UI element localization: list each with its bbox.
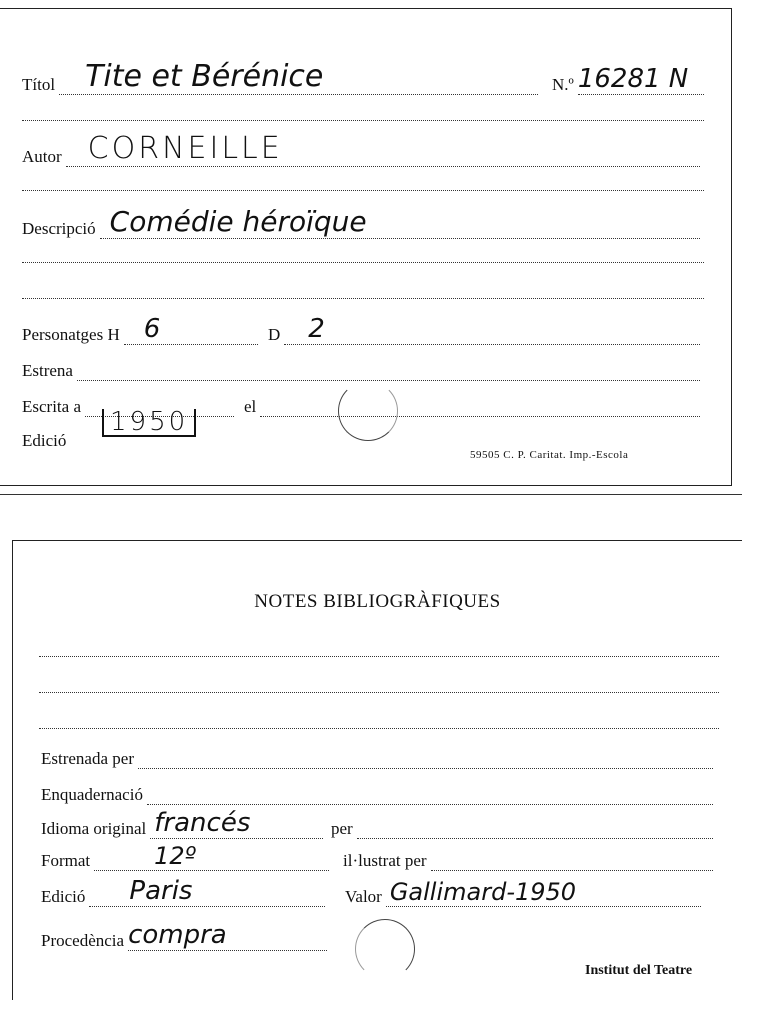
- estrena-field: [77, 352, 700, 381]
- valor-label: Valor: [345, 887, 382, 906]
- descripcio-value: Comédie héroïque: [109, 205, 367, 238]
- idioma-field: [150, 810, 323, 839]
- titol-label: Títol: [22, 75, 56, 94]
- autor-continuation-line: [22, 189, 704, 191]
- enquadernacio-field: [147, 776, 713, 805]
- descripcio-row: [22, 205, 704, 239]
- back-edicio-label: Edició: [41, 887, 86, 906]
- descripcio-line-2: [22, 261, 704, 263]
- el-row: [244, 387, 704, 417]
- valor-row: [345, 877, 705, 907]
- idioma-label: Idioma original: [41, 819, 147, 838]
- idioma-per-row: [331, 809, 717, 839]
- idioma-row: [41, 809, 327, 839]
- procedencia-label: Procedència: [41, 931, 125, 950]
- printer-imprint: 59505 C. P. Caritat. Imp.-Escola: [470, 449, 629, 461]
- numero-field: [578, 66, 704, 95]
- numero-row: [552, 65, 708, 95]
- illustrat-field: [431, 842, 713, 871]
- titol-value: Tite et Bérénice: [85, 59, 324, 94]
- idioma-per-label: per: [331, 819, 353, 838]
- el-label: el: [244, 397, 257, 416]
- autor-row: [22, 131, 704, 167]
- descripcio-label: Descripció: [22, 219, 96, 238]
- procedencia-value: compra: [128, 920, 227, 950]
- personatges-h-field: [124, 316, 258, 345]
- autor-value: CORNEILLE: [87, 131, 283, 166]
- valor-field: [386, 878, 701, 907]
- back-punch-hole: [355, 919, 415, 979]
- format-row: [41, 841, 333, 871]
- notes-line-3: [39, 727, 719, 729]
- edicio-label: Edició: [22, 431, 67, 450]
- catalog-card-front: [0, 8, 732, 486]
- descripcio-line-3: [22, 297, 704, 299]
- institut-label: Institut del Teatre: [585, 963, 693, 978]
- valor-value: Gallimard-1950: [389, 878, 577, 906]
- enquadernacio-row: [41, 775, 717, 805]
- card-edge-line: [0, 494, 742, 495]
- descripcio-field: [100, 205, 700, 239]
- format-value: 12º: [154, 842, 196, 870]
- estrenada-label: Estrenada per: [41, 749, 134, 768]
- notes-line-1: [39, 655, 719, 657]
- titol-continuation-line: [22, 119, 704, 121]
- edicio-value-box: 1950: [102, 409, 196, 437]
- idioma-value: francés: [154, 808, 251, 838]
- numero-value: 16281 N: [577, 64, 689, 94]
- personatges-h-value: 6: [143, 314, 161, 344]
- notes-heading: NOTES BIBLIOGRÀFIQUES: [254, 591, 501, 612]
- numero-label: N.º: [552, 75, 574, 94]
- procedencia-row: [41, 921, 331, 951]
- autor-field: [66, 131, 700, 167]
- catalog-card-back: [12, 540, 742, 1000]
- punch-hole: [338, 381, 398, 441]
- format-label: Format: [41, 851, 91, 870]
- back-edicio-row: [41, 877, 329, 907]
- estrenada-field: [138, 740, 713, 769]
- autor-label: Autor: [22, 147, 62, 166]
- notes-line-2: [39, 691, 719, 693]
- enquadernacio-label: Enquadernació: [41, 785, 143, 804]
- personatges-d-field: [284, 316, 700, 345]
- estrenada-row: [41, 739, 717, 769]
- procedencia-field: [128, 922, 327, 951]
- estrena-row: [22, 351, 704, 381]
- personatges-h-row: [22, 315, 262, 345]
- idioma-per-field: [357, 810, 713, 839]
- illustrat-label: il·lustrat per: [343, 851, 427, 870]
- personatges-d-label: D: [268, 325, 281, 344]
- personatges-h-label: Personatges H: [22, 325, 120, 344]
- personatges-d-value: 2: [308, 314, 325, 344]
- el-field: [260, 388, 700, 417]
- titol-row: [22, 59, 542, 95]
- format-field: [94, 842, 329, 871]
- illustrat-row: [343, 841, 717, 871]
- personatges-d-row: [268, 315, 704, 345]
- titol-field: [59, 59, 538, 95]
- estrena-label: Estrena: [22, 361, 73, 380]
- back-edicio-value: Paris: [129, 876, 193, 906]
- back-edicio-field: [89, 878, 325, 907]
- edicio-row: [22, 421, 102, 451]
- escrita-label: Escrita a: [22, 397, 81, 416]
